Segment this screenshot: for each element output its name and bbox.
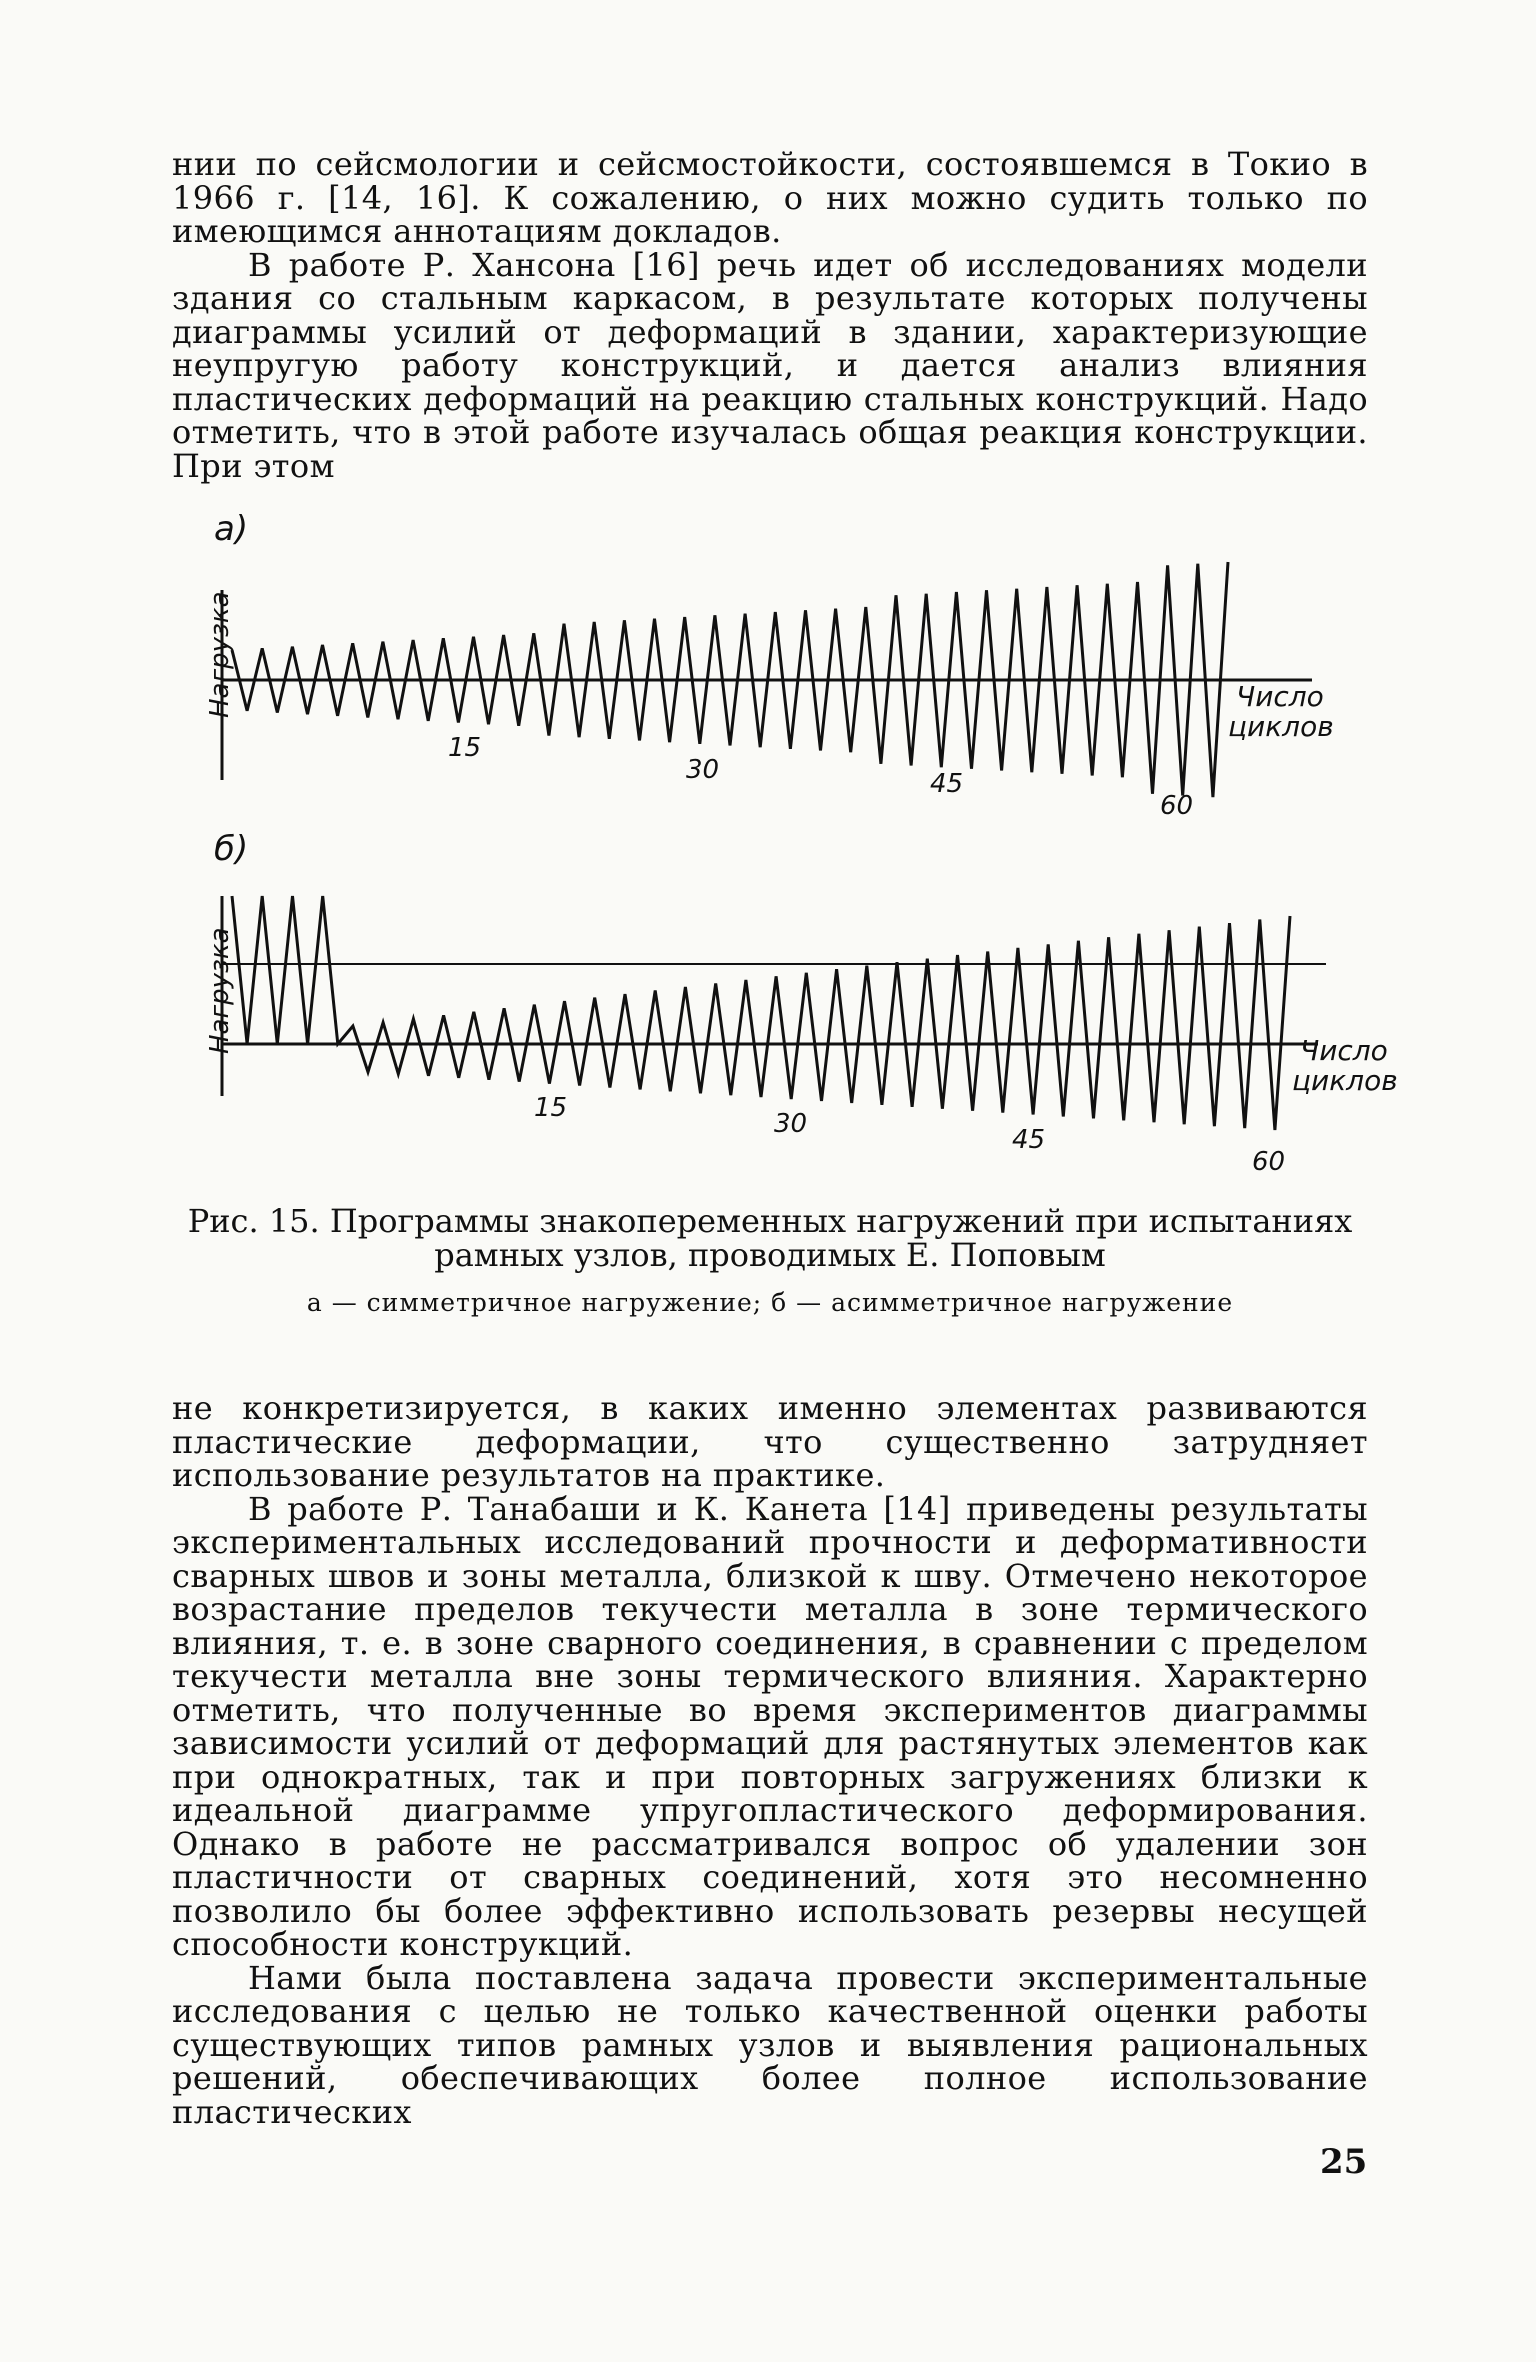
paragraph: В работе Р. Хансона [16] речь идет об исследованиях модели здания со стальным каркасом, в результате которых получены диаграммы усилий от деформаций в здании, характеризующие неупругую работу конструкций, и дается анализ влияния пластических деформаций на реакцию стальных конструкций. Надо отметить, что в этой работе изучалась общая реакция конструкции. При этом: [172, 245, 1368, 485]
top-text-block: [172, 145, 1368, 485]
panel-b-tick-15: 15: [534, 1093, 568, 1123]
panel-b-y-axis-label: Нагрузка: [205, 927, 235, 1054]
waveform-line: [232, 896, 1290, 1130]
figure-panel-a: [0, 500, 1536, 820]
panel-a-tick-45: 45: [930, 769, 964, 799]
paragraph: Нами была поставлена задача провести экспериментальные исследования с целью не только качественной оценки работы существующих типов рамных узлов и выявления рациональных решений, обеспечивающих более полное использование пластических: [172, 1958, 1368, 2131]
panel-a-tick-60: 60: [1160, 791, 1194, 821]
panel-b-label: б): [214, 829, 249, 869]
panel-a-x-axis-label: Число: [1236, 680, 1324, 713]
paragraph: В работе Р. Танабаши и К. Канета [14] приведены результаты экспериментальных исследований прочности и деформативности сварных швов и зоны металла, близкой к шву. Отмечено некоторое возрастание пределов текучести металла в зоне термического влияния, т. е. в зоне сварного соединения, в сравнении с пределом текучести металла вне зоны термического влияния. Характерно отметить, что полученные во время экспериментов диаграммы зависимости усилий от деформаций для растянутых элементов как при однократных, так и при повторных загружениях близки к идеальной диаграмме упругопластического деформирования. Однако в работе не рассматривался вопрос об удалении зон пластичности от сварных соединений, хотя это несомненно позволило бы более эффективно использовать резервы несущей способности конструкций.: [172, 1489, 1368, 1963]
panel-a-y-axis-label: Нагрузка: [205, 591, 235, 718]
panel-b-load-waveform: [232, 896, 1290, 1130]
panel-a-x-axis-label-2: циклов: [1228, 710, 1334, 743]
paragraph: не конкретизируется, в каких именно элементах развиваются пластические деформации, что существенно затрудняет использование результатов на практике.: [172, 1389, 1368, 1494]
panel-b-tick-45: 45: [1012, 1125, 1046, 1155]
figure-caption: Рис. 15. Программы знакопеременных нагружений при испытаниях рамных узлов, проводимых Е. Поповым: [187, 1202, 1353, 1274]
panel-a-tick-15: 15: [448, 733, 482, 763]
bottom-text-block: [172, 1389, 1368, 2131]
panel-b-tick-30: 30: [774, 1109, 808, 1139]
panel-a-tick-30: 30: [686, 755, 720, 785]
panel-b-x-axis-label-2: циклов: [1292, 1064, 1398, 1097]
page-number: 25: [1320, 2142, 1368, 2182]
figure-legend: а — симметричное нагружение; б — асимметричное нагружение: [306, 1288, 1234, 1317]
panel-b-x-axis-label: Число: [1300, 1034, 1388, 1067]
figure-panel-b: [0, 826, 1536, 1186]
paragraph: нии по сейсмологии и сейсмостойкости, состоявшемся в Токио в 1966 г. [14, 16]. К сожалению, о них можно судить только по имеющимся аннотациям докладов.: [172, 145, 1368, 250]
panel-b-tick-60: 60: [1252, 1147, 1286, 1177]
panel-a-label: а): [214, 509, 249, 549]
